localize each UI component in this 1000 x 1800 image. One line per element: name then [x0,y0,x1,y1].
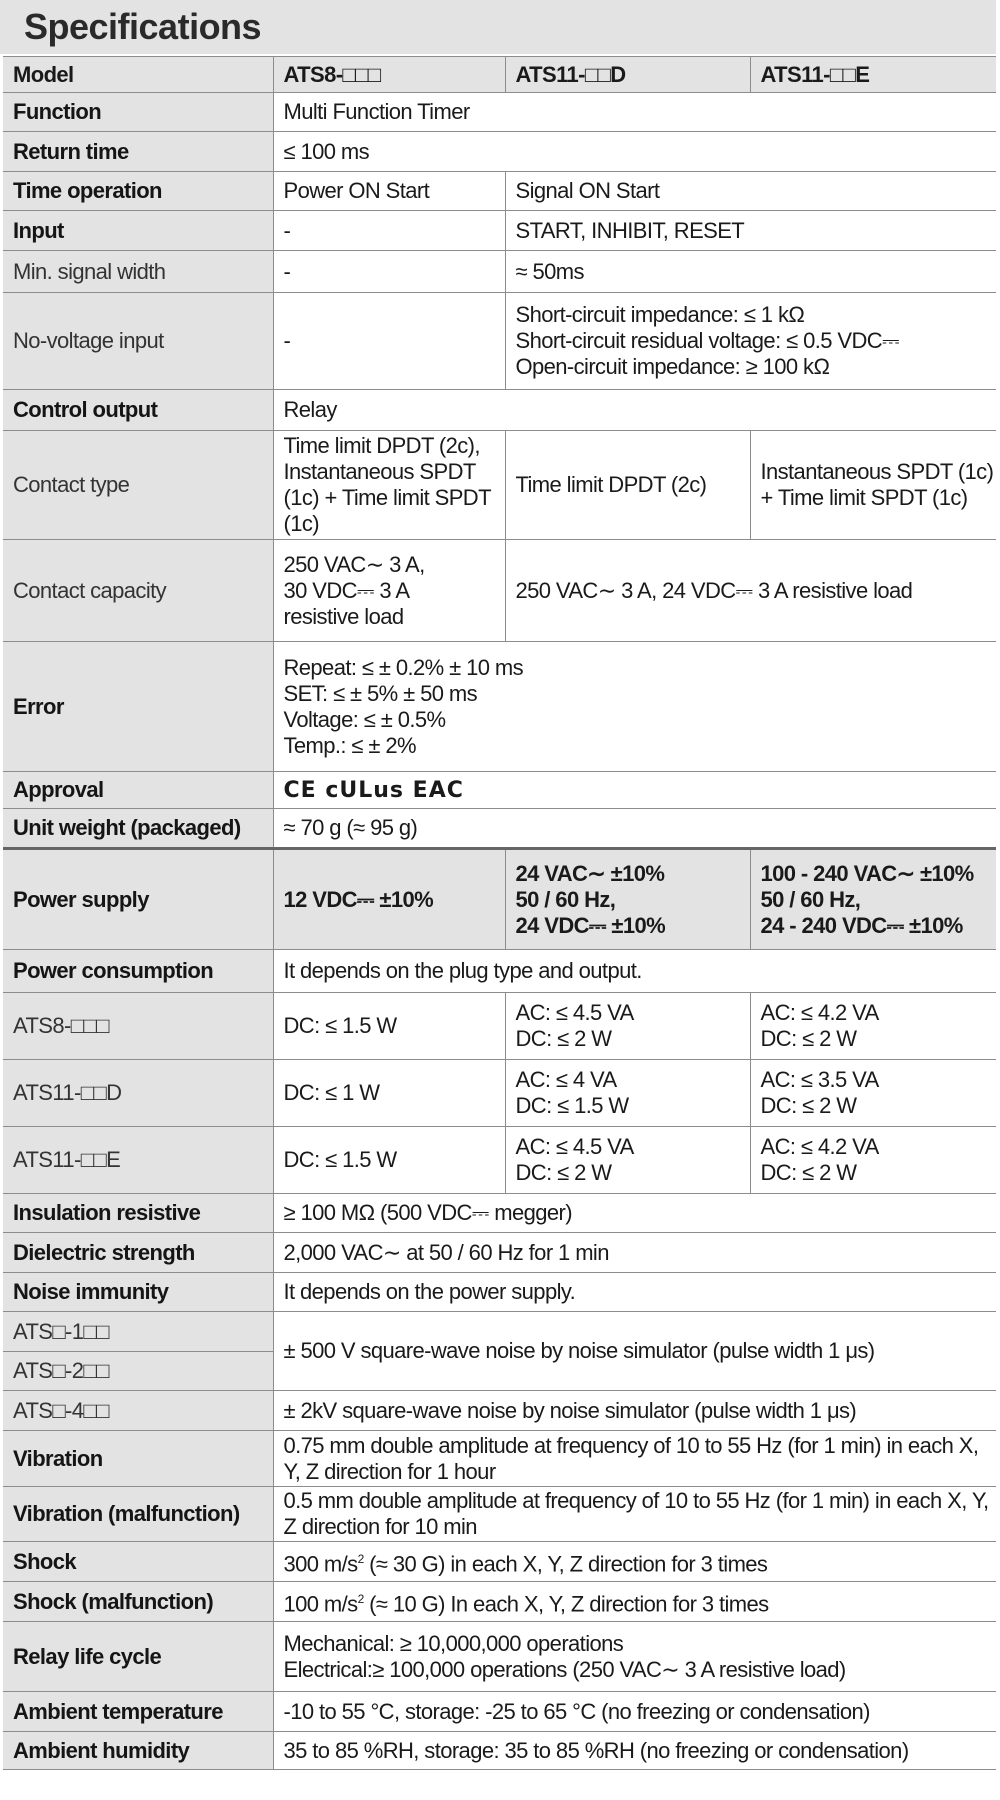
row-error [3,642,996,772]
power-supply-col1: 12 VDC⎓ ±10% [273,849,505,950]
error-line: SET: ≤ ± 5% ± 50 ms [283,680,478,706]
no-voltage-line: Short-circuit residual voltage: ≤ 0.5 VDC⎓ [515,328,899,353]
no-voltage-line: Open-circuit impedance: ≥ 100 kΩ [515,354,830,379]
pc-ac: AC: ≤ 4.5 VA [515,1134,634,1159]
noise-model-label: ATS□-4□□ [3,1391,273,1431]
shock-malfunction-label: Shock (malfunction) [3,1582,273,1622]
row-control-output [3,390,996,431]
power-supply-line: 50 / 60 Hz, [760,886,861,912]
contact-capacity-line: resistive load [283,603,404,629]
relay-life-label: Relay life cycle [3,1622,273,1692]
min-signal-label: Min. signal width [3,251,273,293]
error-line: Repeat: ≤ ± 0.2% ± 10 ms [283,654,523,680]
pc-col1: DC: ≤ 1 W [273,1060,505,1127]
noise-label: Noise immunity [3,1273,273,1312]
spec-table [3,56,996,1770]
pc-model-label: ATS11-□□E [3,1127,273,1194]
ambient-humidity-label: Ambient humidity [3,1732,273,1770]
power-supply-line: 24 VAC∼ ±10% [515,860,665,886]
power-supply-col2 [505,849,750,950]
contact-capacity-col1 [273,540,505,642]
dielectric-value: 2,000 VAC∼ at 50 / 60 Hz for 1 min [273,1233,996,1273]
pc-col3 [750,1060,996,1127]
power-supply-line: 24 VDC⎓ ±10% [515,912,666,938]
row-input [3,211,996,251]
pc-col2 [505,1060,750,1127]
time-operation-label: Time operation [3,172,273,211]
no-voltage-line: Short-circuit impedance: ≤ 1 kΩ [515,302,805,327]
dielectric-label: Dielectric strength [3,1233,273,1273]
time-operation-col1: Power ON Start [273,172,505,211]
relay-life-line: Electrical:≥ 100,000 operations (250 VAC∼ 3 A resistive load) [283,1656,846,1682]
pc-col2 [505,993,750,1060]
min-signal-col1: - [273,251,505,293]
approval-marks-icon: CE cULus EAC [283,777,464,803]
row-ambient-temperature [3,1692,996,1732]
shock-malfunction-value [273,1582,996,1622]
row-insulation [3,1194,996,1233]
error-label: Error [3,642,273,772]
no-voltage-value [505,293,996,390]
row-unit-weight [3,809,996,849]
row-pc-ats8 [3,993,996,1060]
unit-weight-value: ≈ 70 g (≈ 95 g) [273,809,996,849]
row-power-consumption [3,950,996,993]
model-col2: ATS11-□□D [505,57,750,93]
superscript: 2 [357,1591,364,1606]
pc-ac: AC: ≤ 4 VA [515,1067,617,1092]
row-function [3,93,996,132]
pc-ac: AC: ≤ 4.5 VA [515,1000,634,1025]
error-value [273,642,996,772]
function-label: Function [3,93,273,132]
pc-dc: DC: ≤ 1.5 W [515,1093,629,1118]
control-output-label: Control output [3,390,273,431]
row-ambient-humidity [3,1732,996,1770]
pc-dc: DC: ≤ 2 W [515,1160,612,1185]
vibration-malfunction-value: 0.5 mm double amplitude at frequency of 10 to 55 Hz (for 1 min) in each X, Y, Z direction for 10 min [273,1487,996,1542]
pc-dc: DC: ≤ 2 W [760,1093,857,1118]
noise-4-value: ± 2kV square-wave noise by noise simulator (pulse width 1 μs) [273,1391,996,1431]
no-voltage-col1: - [273,293,505,390]
noise-model-label: ATS□-2□□ [3,1352,273,1391]
row-shock [3,1542,996,1582]
row-no-voltage [3,293,996,390]
model-col3: ATS11-□□E [750,57,996,93]
pc-model-label: ATS8-□□□ [3,993,273,1060]
row-noise-4 [3,1391,996,1431]
contact-capacity-line: 250 VAC∼ 3 A, [283,551,425,577]
contact-capacity-label: Contact capacity [3,540,273,642]
ambient-humidity-value: 35 to 85 %RH, storage: 35 to 85 %RH (no freezing or condensation) [273,1732,996,1770]
contact-type-label: Contact type [3,431,273,540]
row-pc-ats11d [3,1060,996,1127]
pc-ac: AC: ≤ 4.2 VA [760,1134,879,1159]
insulation-value: ≥ 100 MΩ (500 VDC⎓ megger) [273,1194,996,1233]
superscript: 2 [357,1551,364,1566]
vibration-malfunction-label: Vibration (malfunction) [3,1487,273,1542]
vibration-value: 0.75 mm double amplitude at frequency of 10 to 55 Hz (for 1 min) in each X, Y, Z direction for 1 hour [273,1431,996,1487]
row-contact-capacity [3,540,996,642]
row-shock-malfunction [3,1582,996,1622]
shock-value-post: (≈ 30 G) in each X, Y, Z direction for 3 times [363,1551,768,1577]
power-supply-col3 [750,849,996,950]
pc-model-label: ATS11-□□D [3,1060,273,1127]
row-power-supply [3,849,996,950]
power-supply-line: 24 - 240 VDC⎓ ±10% [760,912,963,938]
shock-malfunction-value-post: (≈ 10 G) In each X, Y, Z direction for 3 times [363,1591,769,1617]
insulation-label: Insulation resistive [3,1194,273,1233]
noise-12-value: ± 500 V square-wave noise by noise simulator (pulse width 1 μs) [273,1312,996,1391]
row-min-signal [3,251,996,293]
input-col2: START, INHIBIT, RESET [505,211,996,251]
shock-malfunction-value-pre: 100 m/s [283,1591,358,1617]
row-dielectric [3,1233,996,1273]
contact-type-col3: Instantaneous SPDT (1c) + Time limit SPDT (1c) [750,431,996,540]
pc-col3 [750,993,996,1060]
no-voltage-label: No-voltage input [3,293,273,390]
pc-col3 [750,1127,996,1194]
row-time-operation [3,172,996,211]
ambient-temperature-label: Ambient temperature [3,1692,273,1732]
input-col1: - [273,211,505,251]
page-title: Specifications [24,6,262,47]
contact-type-col2: Time limit DPDT (2c) [505,431,750,540]
vibration-label: Vibration [3,1431,273,1487]
row-noise [3,1273,996,1312]
pc-col2 [505,1127,750,1194]
pc-col1: DC: ≤ 1.5 W [273,1127,505,1194]
row-model [3,57,996,93]
row-return-time [3,132,996,172]
approval-label: Approval [3,772,273,809]
row-noise-1 [3,1312,996,1352]
control-output-value: Relay [273,390,996,431]
row-approval [3,772,996,809]
model-col1: ATS8-□□□ [273,57,505,93]
relay-life-line: Mechanical: ≥ 10,000,000 operations [283,1630,624,1656]
pc-dc: DC: ≤ 2 W [515,1026,612,1051]
shock-value-pre: 300 m/s [283,1551,358,1577]
row-relay-life [3,1622,996,1692]
return-time-label: Return time [3,132,273,172]
shock-value [273,1542,996,1582]
shock-label: Shock [3,1542,273,1582]
input-label: Input [3,211,273,251]
function-value: Multi Function Timer [273,93,996,132]
min-signal-col2: ≈ 50ms [505,251,996,293]
relay-life-value [273,1622,996,1692]
contact-type-col1: Time limit DPDT (2c), Instantaneous SPDT (1c) + Time limit SPDT (1c) [273,431,505,540]
pc-col1: DC: ≤ 1.5 W [273,993,505,1060]
pc-ac: AC: ≤ 4.2 VA [760,1000,879,1025]
pc-dc: DC: ≤ 2 W [760,1026,857,1051]
power-supply-line: 50 / 60 Hz, [515,886,616,912]
pc-ac: AC: ≤ 3.5 VA [760,1067,879,1092]
contact-capacity-line: 30 VDC⎓ 3 A [283,577,410,603]
power-consumption-label: Power consumption [3,950,273,993]
power-supply-label: Power supply [3,849,273,950]
time-operation-col2: Signal ON Start [505,172,996,211]
row-contact-type [3,431,996,540]
title-bar [0,0,996,54]
pc-dc: DC: ≤ 2 W [760,1160,857,1185]
row-vibration-malfunction [3,1487,996,1542]
error-line: Voltage: ≤ ± 0.5% [283,706,446,732]
row-pc-ats11e [3,1127,996,1194]
return-time-value: ≤ 100 ms [273,132,996,172]
row-vibration [3,1431,996,1487]
contact-capacity-col2: 250 VAC∼ 3 A, 24 VDC⎓ 3 A resistive load [505,540,996,642]
power-supply-line: 100 - 240 VAC∼ ±10% [760,860,974,886]
power-consumption-value: It depends on the plug type and output. [273,950,996,993]
noise-value: It depends on the power supply. [273,1273,996,1312]
unit-weight-label: Unit weight (packaged) [3,809,273,849]
model-label: Model [3,57,273,93]
noise-model-label: ATS□-1□□ [3,1312,273,1352]
approval-value [273,772,996,809]
error-line: Temp.: ≤ ± 2% [283,732,417,758]
ambient-temperature-value: -10 to 55 °C, storage: -25 to 65 °C (no freezing or condensation) [273,1692,996,1732]
